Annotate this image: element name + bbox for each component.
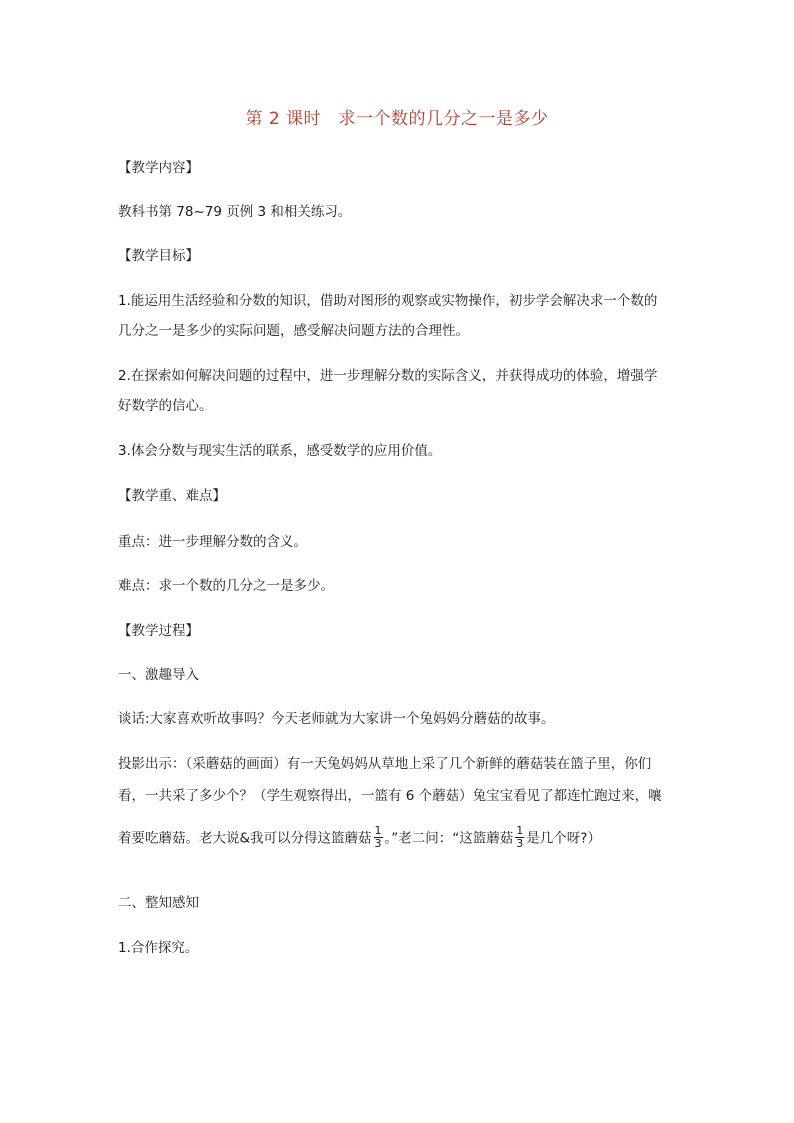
key-point: 重点：进一步理解分数的含义。 bbox=[118, 534, 307, 550]
section-heading-process: 【教学过程】 bbox=[118, 623, 199, 639]
content-text: 教科书第 78~79 页例 3 和相关练习。 bbox=[118, 204, 352, 220]
fraction-one-third-2 bbox=[515, 825, 524, 850]
projection-line-2: 看，一共采了多少个？（学生观察得出，一篮有 6 个蘑菇）兔宝宝看见了都连忙跑过来，嚷 bbox=[118, 788, 662, 804]
projection-line-1: 投影出示：（采蘑菇的画面）有一天兔妈妈从草地上采了几个新鲜的蘑菇装在篮子里，你们 bbox=[118, 756, 652, 772]
projection-text-c: 是几个呀?） bbox=[526, 830, 601, 847]
difficult-point: 难点：求一个数的几分之一是多少。 bbox=[118, 578, 334, 594]
goal-2-line-2: 好数学的信心。 bbox=[118, 398, 213, 414]
page-title: 第 2 课时 求一个数的几分之一是多少 bbox=[245, 109, 549, 129]
projection-line-3 bbox=[118, 826, 601, 851]
goal-1-line-2: 几分之一是多少的实际问题，感受解决问题方法的合理性。 bbox=[118, 323, 469, 339]
fraction-numerator: 1 bbox=[516, 824, 524, 837]
projection-text-a: 着要吃蘑菇。老大说&我可以分得这篮蘑菇 bbox=[118, 830, 372, 847]
goal-1-line-1: 1.能运用生活经验和分数的知识，借助对图形的观察或实物操作，初步学会解决求一个数的 bbox=[118, 293, 658, 309]
fraction-denominator: 3 bbox=[516, 837, 524, 850]
section-heading-key-points: 【教学重、难点】 bbox=[118, 488, 226, 504]
step-1-heading: 一、激趣导入 bbox=[118, 667, 199, 683]
goal-3: 3.体会分数与现实生活的联系，感受数学的应用价值。 bbox=[118, 443, 442, 459]
fraction-denominator: 3 bbox=[374, 837, 382, 850]
talk-paragraph: 谈话:大家喜欢听故事吗？今天老师就为大家讲一个兔妈妈分蘑菇的故事。 bbox=[118, 711, 555, 727]
section-heading-goals: 【教学目标】 bbox=[118, 248, 199, 264]
item-1: 1.合作探究。 bbox=[118, 940, 199, 956]
step-2-heading: 二、整知感知 bbox=[118, 895, 199, 911]
projection-text-b: 。”老二问：“这篮蘑菇 bbox=[384, 830, 514, 847]
fraction-one-third-1 bbox=[374, 825, 383, 850]
fraction-numerator: 1 bbox=[374, 824, 382, 837]
goal-2-line-1: 2.在探索如何解决问题的过程中，进一步理解分数的实际含义，并获得成功的体验，增强学 bbox=[118, 368, 658, 384]
section-heading-content: 【教学内容】 bbox=[118, 160, 199, 176]
